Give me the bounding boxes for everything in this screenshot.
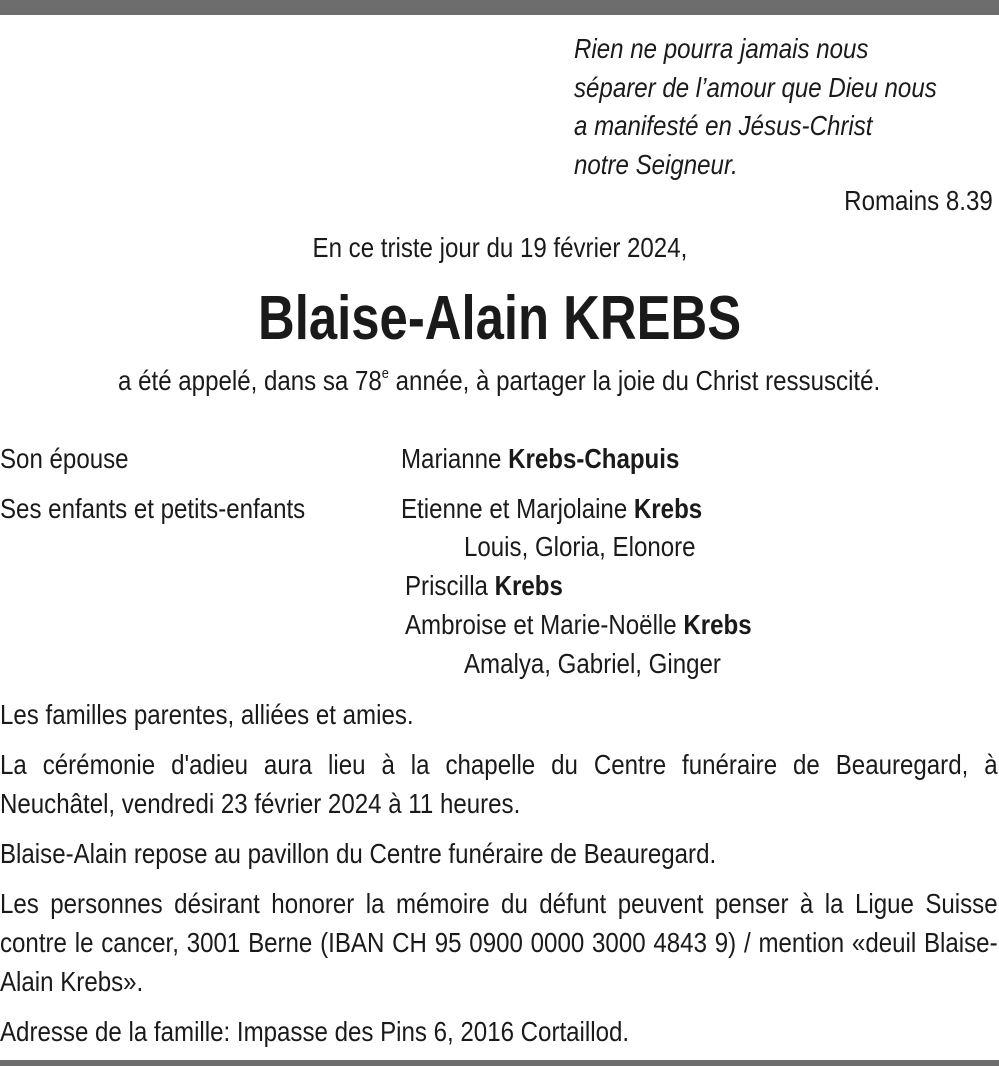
intro-text: En ce triste jour du 19 février 2024, [312,232,687,263]
donation-paragraph: Les personnes désirant honorer la mémoire du défunt peuvent penser à la Ligue Suisse contre le cancer, 3001 Berne (IBAN CH 95 0900 0000 3000 4843 9) / mention «deuil Blaise-Alain Krebs». [0,888,998,997]
bible-verse [574,30,996,184]
child1-name [401,492,702,526]
verse-line: Rien ne pourra jamais nous [574,33,869,64]
spouse-last-name: Krebs-Chapuis [508,443,680,474]
child3-wrap [405,608,808,642]
relatives-paragraph: Les familles parentes, alliées et amies. [0,699,414,730]
grandchildren3: Amalya, Gabriel, Ginger [464,648,721,679]
called-line [0,364,999,398]
verse-line: a manifesté en Jésus-Christ [574,110,873,141]
child3-last: Krebs [683,609,752,640]
spouse-first-name: Marianne [401,443,509,474]
child1-last: Krebs [633,493,703,524]
child1-wrap [401,492,751,526]
top-rule [0,0,999,15]
grandchildren3-wrap [464,647,763,681]
address-paragraph: Adresse de la famille: Impasse des Pins 6, 2016 Cortaillod. [0,1016,630,1047]
child2-name [405,569,563,603]
intro-line [0,231,999,265]
verse-reference: Romains 8.39 [844,185,993,216]
deceased-name: Blaise-Alain KREBS [257,284,742,353]
child3-name [405,608,752,642]
spouse-label-wrap [0,442,149,476]
verse-reference-wrap [820,184,993,218]
deceased-name-wrap [0,284,999,354]
called-after: année, à partager la joie du Christ ressuscité. [389,365,881,396]
grandchildren1-wrap [464,530,733,564]
verse-line: séparer de l’amour que Dieu nous [574,71,937,103]
spouse-name [401,442,679,476]
ceremony-paragraph: La cérémonie d'adieu aura lieu à la chapelle du Centre funéraire de Beauregard, à Neuchâtel, vendredi 23 février 2024 à 11 heures. [0,749,998,819]
child2-last: Krebs [494,570,563,601]
children-label: Ses enfants et petits-enfants [0,493,306,524]
verse-line: notre Seigneur. [574,148,738,180]
child1-first: Etienne et Marjolaine [401,493,634,524]
rest-paragraph: Blaise-Alain repose au pavillon du Centre funéraire de Beauregard. [0,838,717,869]
grandchildren1: Louis, Gloria, Elonore [464,531,696,562]
child3-first: Ambroise et Marie-Noëlle [405,609,684,640]
children-label-wrap [0,492,355,526]
bottom-rule [0,1060,999,1066]
child2-wrap [405,569,589,603]
spouse-label: Son épouse [0,443,129,474]
called-text [118,364,880,398]
child2-first: Priscilla [405,570,495,601]
spouse-name-wrap [401,442,725,476]
called-before: a été appelé, dans sa 78 [118,365,383,396]
called-superscript: e [382,365,390,382]
